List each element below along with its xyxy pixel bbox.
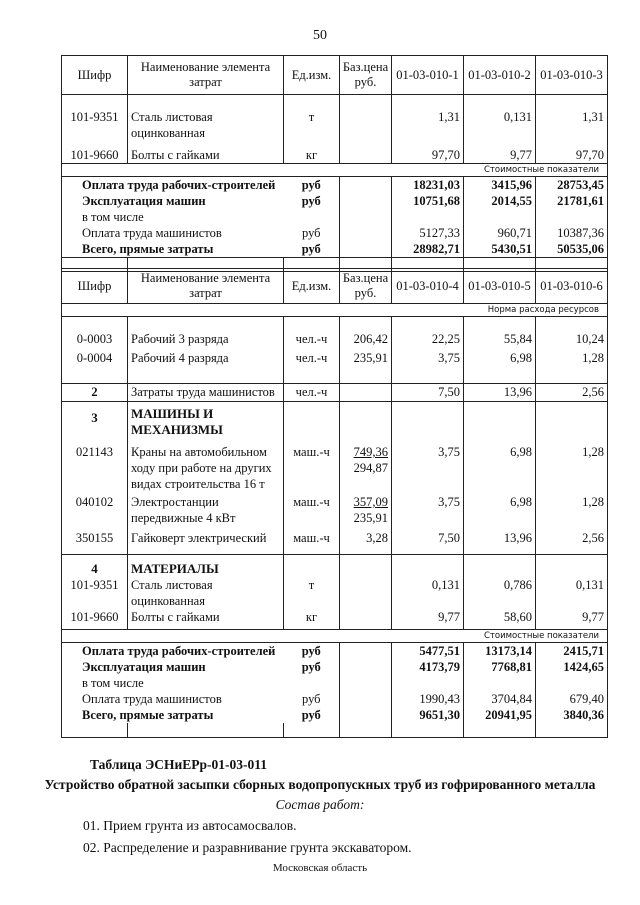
summary-unit: руб — [284, 241, 340, 258]
table-row — [62, 609, 608, 630]
row-unit: кг — [284, 609, 340, 630]
cost-band-row — [62, 163, 608, 176]
summary-row — [62, 691, 608, 707]
row-value-3: 97,70 — [536, 141, 608, 163]
summary-row — [62, 209, 608, 225]
row-unit: маш.-ч — [284, 526, 340, 555]
summary-value-3: 679,40 — [536, 691, 608, 707]
section-title: МАШИНЫ И МЕХАНИЗМЫ — [128, 402, 284, 439]
table-row — [62, 438, 608, 492]
norm-band-label: Норма расхода ресурсов — [62, 304, 608, 317]
row-unit: чел.-ч — [284, 331, 340, 350]
summary-value-2: 3415,96 — [464, 176, 536, 193]
row-code: 101-9660 — [62, 609, 128, 630]
row-code: 021143 — [62, 438, 128, 492]
table-row — [62, 350, 608, 369]
table-row — [62, 109, 608, 141]
row-value-1: 3,75 — [392, 350, 464, 369]
summary-unit: руб — [284, 643, 340, 660]
row-price — [340, 141, 392, 163]
summary-row — [62, 241, 608, 258]
row-code: 101-9351 — [62, 109, 128, 141]
summary-value-3: 28753,45 — [536, 176, 608, 193]
summary-value-1: 28982,71 — [392, 241, 464, 258]
row-code: 2 — [62, 384, 128, 402]
row-value-2: 55,84 — [464, 331, 536, 350]
row-value-2: 6,98 — [464, 438, 536, 492]
row-value-1: 7,50 — [392, 526, 464, 555]
summary-row — [62, 193, 608, 209]
row-unit: чел.-ч — [284, 384, 340, 402]
cost-band-label: Стоимостные показатели — [62, 630, 608, 643]
row-price-top: 357,09 — [353, 495, 388, 509]
summary-row — [62, 675, 608, 691]
table1-header-unit: Ед.изм. — [284, 56, 340, 95]
table2-header-col2: 01-03-010-5 — [464, 269, 536, 304]
summary-value-3: 2415,71 — [536, 643, 608, 660]
table-code: Таблица ЭСНиЕРр-01-03-011 — [90, 757, 268, 772]
summary-value-2: 960,71 — [464, 225, 536, 241]
row-unit: маш.-ч — [284, 438, 340, 492]
row-price — [340, 384, 392, 402]
estimate-table-1 — [61, 55, 608, 272]
summary-value-1: 5477,51 — [392, 643, 464, 660]
row-price — [340, 577, 392, 609]
summary-row — [62, 176, 608, 193]
summary-value-1: 10751,68 — [392, 193, 464, 209]
section-code: 4 — [62, 555, 128, 578]
table2-header-price: Баз.цена руб. — [340, 269, 392, 304]
row-value-1: 0,131 — [392, 577, 464, 609]
summary-label: Оплата труда рабочих-строителей — [62, 176, 284, 193]
row-value-2: 0,786 — [464, 577, 536, 609]
summary-value-2: 2014,55 — [464, 193, 536, 209]
row-name: Болты с гайками — [128, 141, 284, 163]
summary-value-1: 4173,79 — [392, 659, 464, 675]
summary-value-2: 3704,84 — [464, 691, 536, 707]
summary-label: Оплата труда машинистов — [62, 691, 284, 707]
work-item: 02. Распределение и разравнивание грунта экскаватором. — [83, 840, 412, 855]
row-value-3: 10,24 — [536, 331, 608, 350]
summary-row — [62, 707, 608, 723]
summary-unit: руб — [284, 691, 340, 707]
table1-header-col1: 01-03-010-1 — [392, 56, 464, 95]
summary-value-1: 5127,33 — [392, 225, 464, 241]
row-value-2: 0,131 — [464, 109, 536, 141]
summary-label: Всего, прямые затраты — [62, 707, 284, 723]
table-row — [62, 141, 608, 163]
table2-header-unit: Ед.изм. — [284, 269, 340, 304]
page-number: 50 — [313, 28, 327, 43]
table1-header-price: Баз.цена руб. — [340, 56, 392, 95]
row-value-2: 13,96 — [464, 526, 536, 555]
row-price: 235,91 — [340, 350, 392, 369]
section-title: МАТЕРИАЛЫ — [128, 555, 284, 578]
row-value-1: 97,70 — [392, 141, 464, 163]
row-name: Рабочий 3 разряда — [128, 331, 284, 350]
summary-value-3: 10387,36 — [536, 225, 608, 241]
summary-label: Всего, прямые затраты — [62, 241, 284, 258]
row-value-1: 3,75 — [392, 438, 464, 492]
summary-unit: руб — [284, 707, 340, 723]
table2-header-col1: 01-03-010-4 — [392, 269, 464, 304]
summary-unit: руб — [284, 176, 340, 193]
row-name: Гайковерт электрический — [128, 526, 284, 555]
row-value-2: 6,98 — [464, 492, 536, 526]
table2-header-name: Наименование элемента затрат — [128, 269, 284, 304]
table2-header-code: Шифр — [62, 269, 128, 304]
row-name: Болты с гайками — [128, 609, 284, 630]
row-value-2: 6,98 — [464, 350, 536, 369]
row-value-2: 13,96 — [464, 384, 536, 402]
summary-unit: руб — [284, 193, 340, 209]
row-name: Краны на автомобильном ходу при работе на других видах строительства 16 т — [128, 438, 284, 492]
row-value-1: 3,75 — [392, 492, 464, 526]
table-title: Устройство обратной засыпки сборных водопропускных труб из гофрированного металла — [44, 777, 596, 792]
row-name: Рабочий 4 разряда — [128, 350, 284, 369]
summary-unit: руб — [284, 225, 340, 241]
summary-row — [62, 659, 608, 675]
row-price-bottom: 294,87 — [353, 461, 388, 475]
row-name: Сталь листовая оцинкованная — [128, 109, 284, 141]
section-header-machines — [62, 402, 608, 439]
table1-header-code: Шифр — [62, 56, 128, 95]
summary-value-2: 20941,95 — [464, 707, 536, 723]
row-unit: маш.-ч — [284, 492, 340, 526]
table1-header-col3: 01-03-010-3 — [536, 56, 608, 95]
summary-value-1: 9651,30 — [392, 707, 464, 723]
summary-label: Оплата труда рабочих-строителей — [62, 643, 284, 660]
row-price — [340, 109, 392, 141]
row-name: Затраты труда машинистов — [128, 384, 284, 402]
summary-value-3: 1424,65 — [536, 659, 608, 675]
row-code: 0-0004 — [62, 350, 128, 369]
row-value-2: 9,77 — [464, 141, 536, 163]
cost-band-label: Стоимостные показатели — [62, 163, 608, 176]
summary-row — [62, 225, 608, 241]
row-code: 040102 — [62, 492, 128, 526]
operator-labor-row — [62, 384, 608, 402]
cost-band-row — [62, 630, 608, 643]
row-value-3: 2,56 — [536, 384, 608, 402]
row-value-3: 2,56 — [536, 526, 608, 555]
summary-value-3: 21781,61 — [536, 193, 608, 209]
summary-unit: руб — [284, 659, 340, 675]
region-footer: Московская область — [272, 862, 368, 874]
row-value-3: 1,28 — [536, 438, 608, 492]
row-price: 206,42 — [340, 331, 392, 350]
summary-value-3: 50535,06 — [536, 241, 608, 258]
work-item: 01. Прием грунта из автосамосвалов. — [83, 818, 297, 833]
table-row — [62, 492, 608, 526]
row-value-3: 0,131 — [536, 577, 608, 609]
estimate-table-2 — [61, 268, 608, 738]
table2-header-row — [62, 269, 608, 304]
summary-label: Эксплуатация машин — [62, 193, 284, 209]
row-value-1: 22,25 — [392, 331, 464, 350]
table-row — [62, 331, 608, 350]
row-price-top: 749,36 — [353, 445, 388, 459]
row-value-3: 9,77 — [536, 609, 608, 630]
table1-header-col2: 01-03-010-2 — [464, 56, 536, 95]
row-value-3: 1,28 — [536, 350, 608, 369]
summary-value-1: 1990,43 — [392, 691, 464, 707]
summary-value-1: 18231,03 — [392, 176, 464, 193]
section-header-materials — [62, 555, 608, 578]
table-row — [62, 577, 608, 609]
section-code: 3 — [62, 402, 128, 439]
row-name: Сталь листовая оцинкованная — [128, 577, 284, 609]
summary-value-3: 3840,36 — [536, 707, 608, 723]
table-row — [62, 526, 608, 555]
summary-value-2: 7768,81 — [464, 659, 536, 675]
row-price-top: 3,28 — [340, 526, 392, 555]
row-price — [340, 609, 392, 630]
row-code: 0-0003 — [62, 331, 128, 350]
summary-value-2: 13173,14 — [464, 643, 536, 660]
summary-label: в том числе — [62, 675, 284, 691]
summary-row — [62, 643, 608, 660]
table1-header-name: Наименование элемента затрат — [128, 56, 284, 95]
summary-value-2: 5430,51 — [464, 241, 536, 258]
row-code: 350155 — [62, 526, 128, 555]
row-value-1: 1,31 — [392, 109, 464, 141]
row-name: Электростанции передвижные 4 кВт — [128, 492, 284, 526]
row-value-1: 9,77 — [392, 609, 464, 630]
row-unit: т — [284, 577, 340, 609]
table2-header-col3: 01-03-010-6 — [536, 269, 608, 304]
row-value-2: 58,60 — [464, 609, 536, 630]
row-value-3: 1,28 — [536, 492, 608, 526]
row-code: 101-9660 — [62, 141, 128, 163]
row-unit: чел.-ч — [284, 350, 340, 369]
summary-label: Оплата труда машинистов — [62, 225, 284, 241]
summary-label: Эксплуатация машин — [62, 659, 284, 675]
row-value-3: 1,31 — [536, 109, 608, 141]
row-code: 101-9351 — [62, 577, 128, 609]
row-unit: т — [284, 109, 340, 141]
row-value-1: 7,50 — [392, 384, 464, 402]
row-price-bottom: 235,91 — [353, 511, 388, 525]
row-unit: кг — [284, 141, 340, 163]
work-composition-header: Состав работ: — [275, 797, 365, 812]
table1-header-row — [62, 56, 608, 95]
summary-label: в том числе — [62, 209, 284, 225]
norm-band-row — [62, 304, 608, 317]
